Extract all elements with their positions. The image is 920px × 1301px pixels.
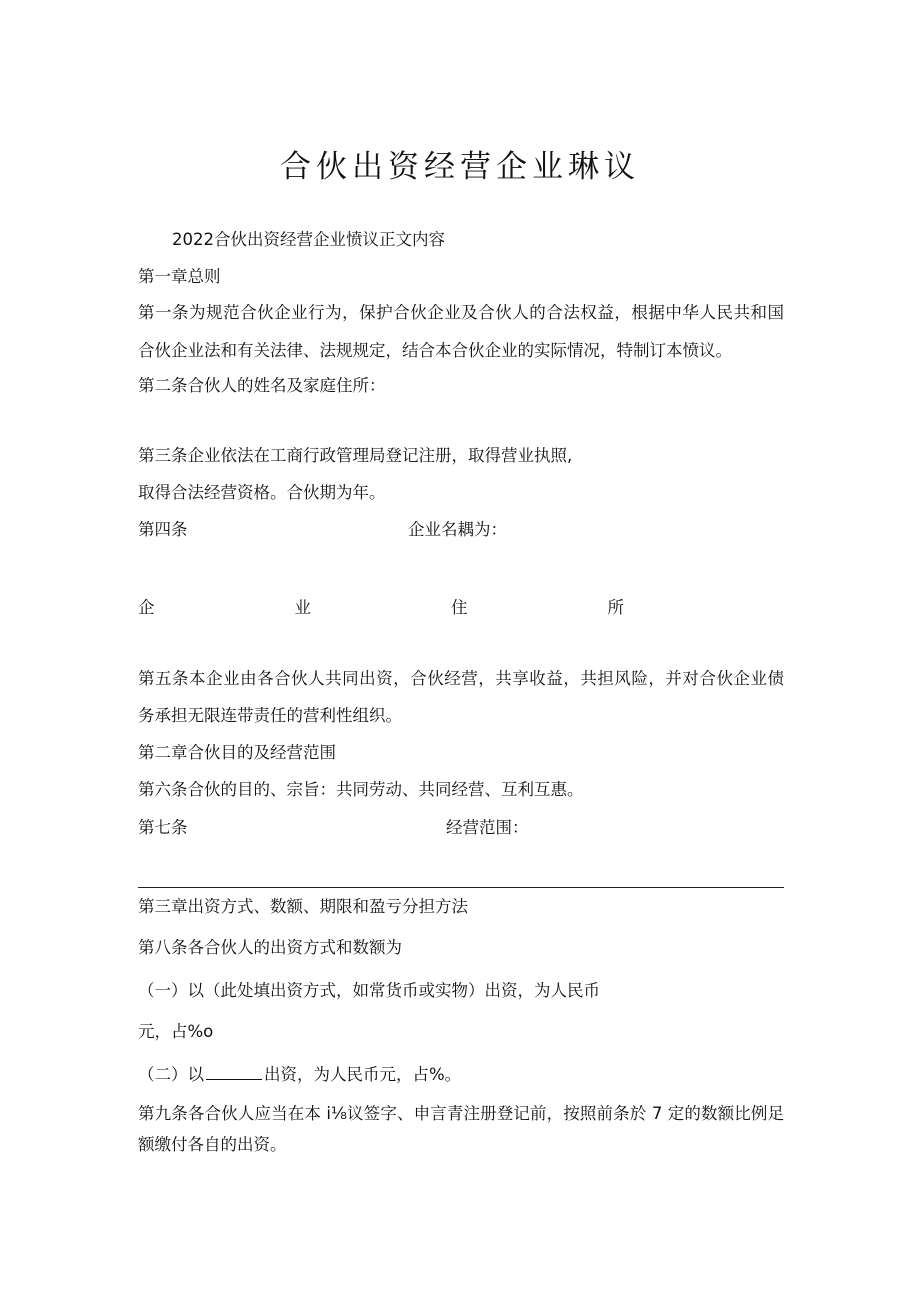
fill-in-line: [138, 887, 784, 888]
address-char: 企: [138, 598, 155, 617]
article-7-label: 第七条: [138, 818, 188, 837]
subtitle: 2022合伙出资经营企业愤议正文内容: [172, 230, 445, 249]
address-char: 所: [607, 598, 624, 617]
article-1-line-2: 合伙企业法和有关法律、法规规定，结合本合伙企业的实际情况，特制订本愤议。: [138, 341, 732, 360]
article-3-line-1: 第三条企业依法在工商行政管理局登记注册，取得营业执照,: [138, 446, 573, 465]
article-8: 第八条各合伙人的出资方式和数额为: [138, 938, 402, 957]
chapter-1-heading: 第一章总则: [138, 267, 221, 286]
document-title: 合伙出资经营企业琳议: [280, 149, 640, 185]
article-5-line-2: 务承担无限连带责任的营利性组织。: [138, 706, 402, 725]
item-2-blank: [206, 1063, 262, 1080]
article-4-label: 第四条: [138, 520, 188, 539]
address-char: 业: [294, 598, 311, 617]
item-1-line-2: 元，占%o: [138, 1022, 214, 1041]
article-6: 第六条合伙的目的、宗旨：共同劳动、共同经营、互利互惠。: [138, 780, 584, 799]
item-2-suffix: 出资，为人民币元，占%。: [264, 1065, 462, 1084]
article-4-company-name: 企业名耦为：: [408, 520, 507, 539]
item-1-line-1: （一）以（此处填出资方式，如常货币或实物）出资，为人民币: [138, 981, 600, 1000]
article-3-line-2: 取得合法经营资格。合伙期为年。: [138, 483, 386, 502]
article-5-line-1: 第五条本企业由各合伙人共同出资，合伙经营，共享收益，共担风险，并对合伙企业债: [138, 669, 784, 688]
chapter-3-heading: 第三章出资方式、数额、期限和盈亏分担方法: [138, 897, 468, 916]
address-char: 住: [451, 598, 468, 617]
item-2: [138, 1063, 461, 1086]
article-1-line-1: 第一条为规范合伙企业行为，保护合伙企业及合伙人的合法权益，根据中华人民共和国: [138, 303, 784, 322]
article-2: 第二条合伙人的姓名及家庭住所：: [138, 376, 386, 395]
article-7-scope: 经营范围：: [446, 818, 529, 837]
article-9-line-1: 第九条各合伙人应当在本 i⅛议签字、申言青注册登记前，按照前条於 7 定的数额比例足: [138, 1104, 784, 1123]
item-2-prefix: （二）以: [138, 1065, 204, 1084]
article-9-line-2: 额缴付各自的出资。: [138, 1135, 287, 1154]
chapter-2-heading: 第二章合伙目的及经营范围: [138, 743, 336, 762]
company-address-row: [138, 597, 624, 619]
